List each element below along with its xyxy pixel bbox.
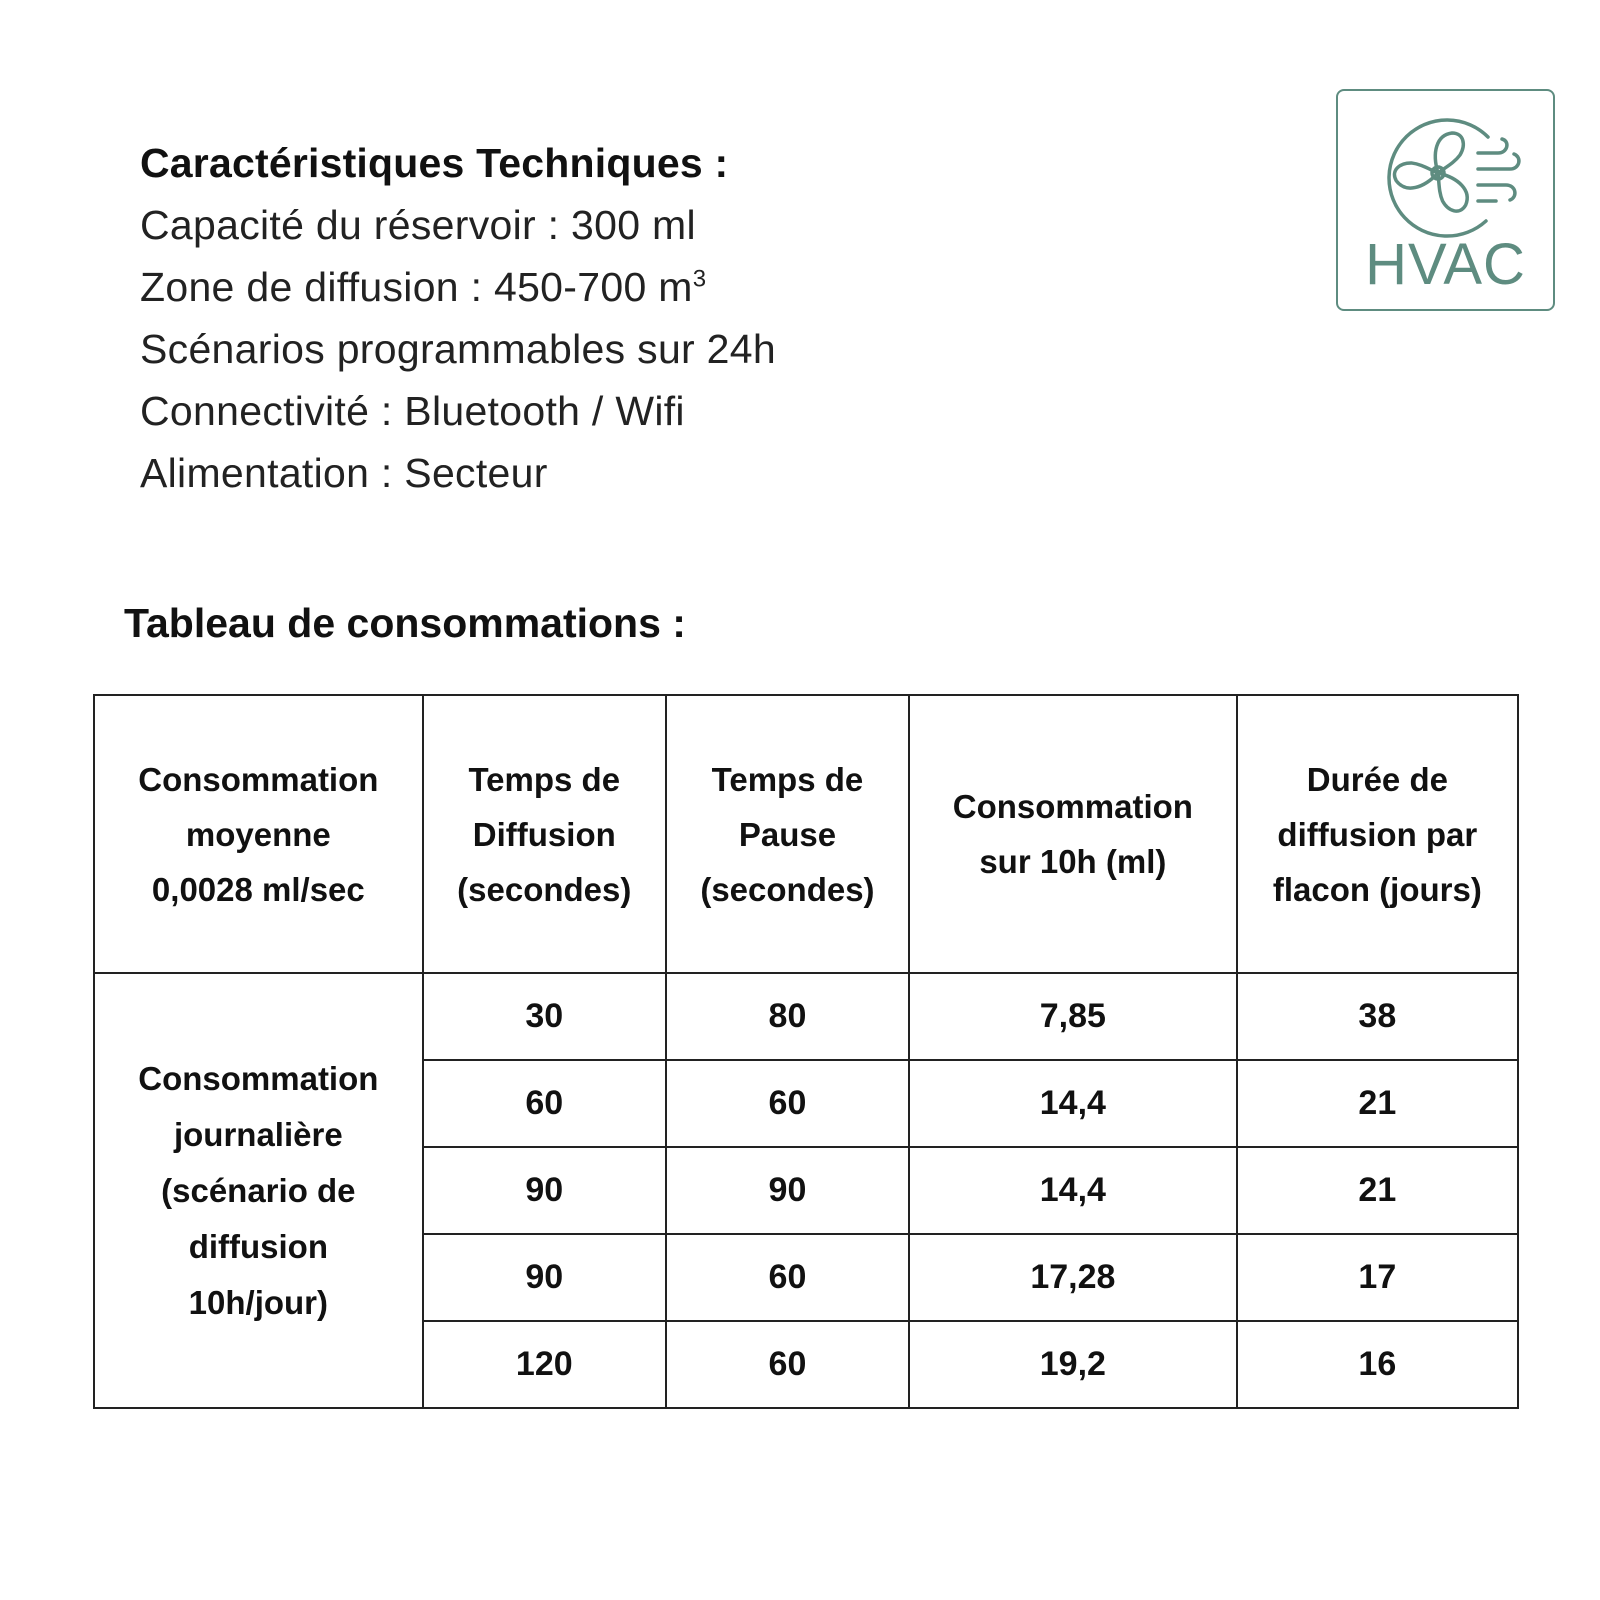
spec-scenarios: Scénarios programmables sur 24h xyxy=(140,326,776,372)
header-consumption-10h xyxy=(909,695,1237,973)
cell-duration: 21 xyxy=(1237,1147,1518,1234)
technical-specs xyxy=(140,132,776,504)
header-line: (secondes) xyxy=(700,870,875,908)
cell-pause: 60 xyxy=(666,1321,909,1408)
cell-diffusion: 30 xyxy=(423,973,666,1060)
cell-pause: 60 xyxy=(666,1060,909,1147)
spec-zone xyxy=(140,256,776,318)
row-header-line: journalière xyxy=(173,1115,343,1153)
header-line: 0,0028 ml/sec xyxy=(151,870,365,908)
cell-pause: 90 xyxy=(666,1147,909,1234)
header-line: Pause xyxy=(738,815,837,853)
cell-diffusion: 120 xyxy=(423,1321,666,1408)
header-line: (secondes) xyxy=(457,870,632,908)
table-header-row xyxy=(94,695,1518,973)
row-header-daily-consumption xyxy=(94,973,423,1408)
header-line: diffusion par xyxy=(1277,815,1478,853)
cell-duration: 17 xyxy=(1237,1234,1518,1321)
row-header-line: Consommation xyxy=(138,1059,379,1097)
spec-zone-text: Zone de diffusion : 450-700 m xyxy=(140,264,693,310)
row-header-line: 10h/jour) xyxy=(188,1283,329,1321)
cell-duration: 38 xyxy=(1237,973,1518,1060)
consumption-table xyxy=(93,694,1519,1409)
table-title: Tableau de consommations : xyxy=(124,600,686,646)
header-average-consumption xyxy=(94,695,423,973)
cell-diffusion: 90 xyxy=(423,1234,666,1321)
row-header-line: diffusion xyxy=(188,1227,328,1265)
header-line: sur 10h (ml) xyxy=(979,843,1167,880)
spec-capacity: Capacité du réservoir : 300 ml xyxy=(140,202,696,248)
header-line: Temps de xyxy=(711,760,864,798)
cell-pause: 60 xyxy=(666,1234,909,1321)
cell-diffusion: 90 xyxy=(423,1147,666,1234)
header-pause-time xyxy=(666,695,909,973)
hvac-logo xyxy=(1336,89,1555,311)
cell-consumption: 14,4 xyxy=(909,1060,1237,1147)
table-row xyxy=(94,973,1518,1060)
cell-duration: 16 xyxy=(1237,1321,1518,1408)
logo-text: HVAC xyxy=(1365,232,1526,297)
spec-zone-sup: 3 xyxy=(692,265,707,293)
cell-consumption: 14,4 xyxy=(909,1147,1237,1234)
cell-duration: 21 xyxy=(1237,1060,1518,1147)
header-line: flacon (jours) xyxy=(1272,870,1482,908)
header-line: moyenne xyxy=(185,815,331,853)
cell-diffusion: 60 xyxy=(423,1060,666,1147)
header-line: Diffusion xyxy=(472,815,616,853)
cell-consumption: 19,2 xyxy=(909,1321,1237,1408)
cell-consumption: 17,28 xyxy=(909,1234,1237,1321)
row-header-line: (scénario de xyxy=(161,1171,356,1209)
header-line: Durée de xyxy=(1306,760,1448,798)
header-diffusion-time xyxy=(423,695,666,973)
spec-power: Alimentation : Secteur xyxy=(140,450,548,496)
header-line: Temps de xyxy=(468,760,621,798)
cell-consumption: 7,85 xyxy=(909,973,1237,1060)
header-duration-per-bottle xyxy=(1237,695,1518,973)
header-line: Consommation xyxy=(952,788,1193,825)
header-line: Consommation xyxy=(138,760,379,798)
specs-title: Caractéristiques Techniques : xyxy=(140,140,729,186)
spec-connectivity: Connectivité : Bluetooth / Wifi xyxy=(140,388,685,434)
cell-pause: 80 xyxy=(666,973,909,1060)
